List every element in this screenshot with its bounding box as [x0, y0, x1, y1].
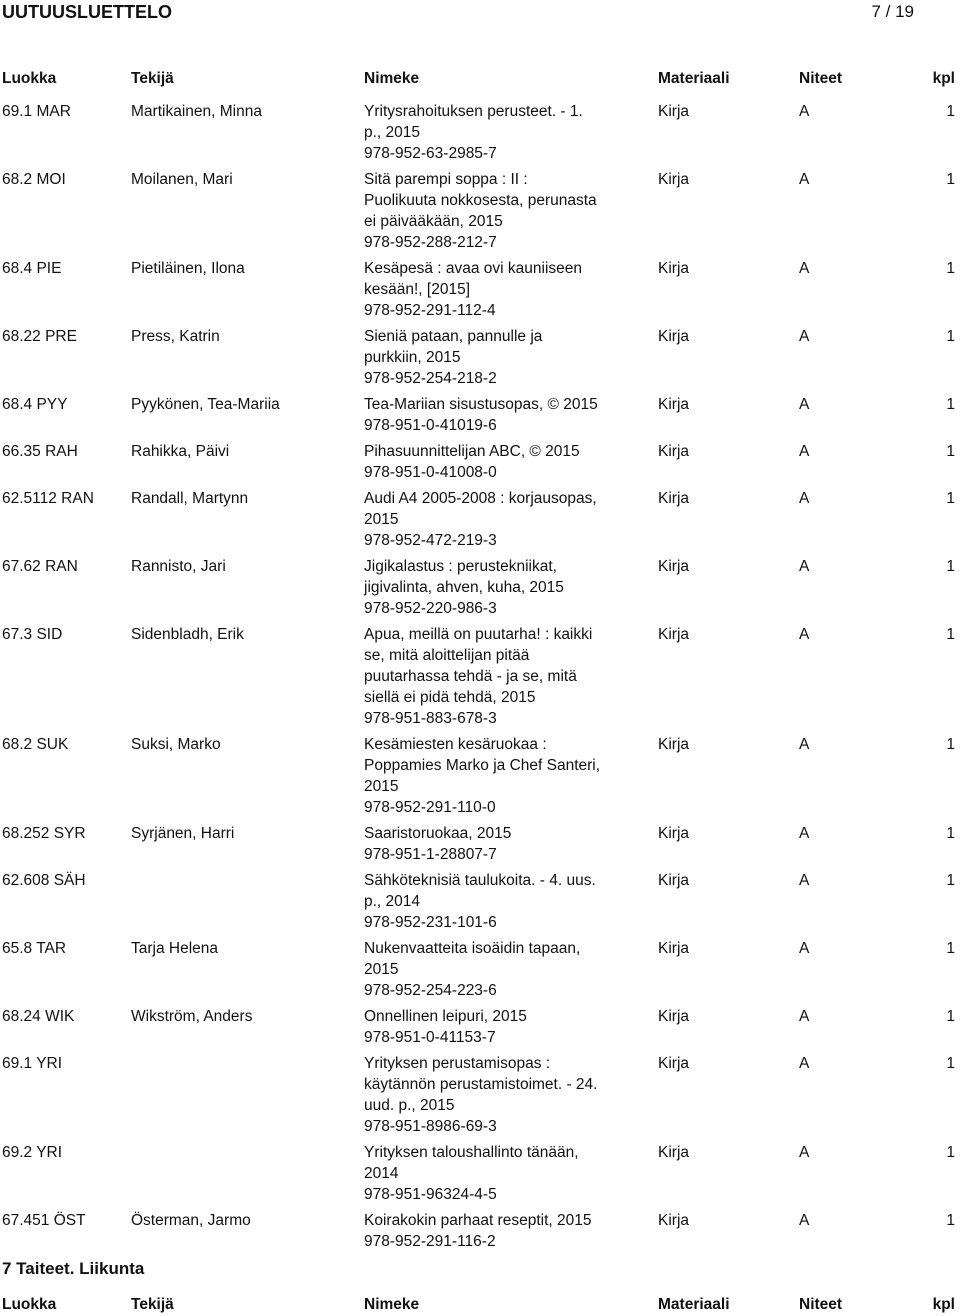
nimeke-line: p., 2014: [364, 893, 421, 910]
cell-niteet: A: [799, 328, 810, 345]
cell-niteet: A: [799, 396, 810, 413]
nimeke-line: puutarhassa tehdä - ja se, mitä: [364, 668, 577, 685]
cell-materiaali: Kirja: [658, 396, 690, 413]
cell-nimeke: [364, 823, 624, 865]
cell-materiaali: Kirja: [658, 1144, 690, 1161]
cell-luokka: 67.62 RAN: [2, 558, 78, 575]
cell-nimeke: [364, 258, 624, 321]
nimeke-line: 978-952-231-101-6: [364, 914, 497, 931]
cell-luokka: 65.8 TAR: [2, 940, 67, 957]
column-header-kpl: kpl: [932, 1296, 955, 1313]
nimeke-line: 978-951-8986-69-3: [364, 1118, 497, 1135]
cell-niteet: A: [799, 171, 810, 188]
cell-materiaali: Kirja: [658, 1212, 690, 1229]
cell-niteet: A: [799, 1144, 810, 1161]
nimeke-line: 978-951-1-28807-7: [364, 846, 497, 863]
nimeke-line: 978-952-63-2985-7: [364, 145, 497, 162]
column-header-luokka: Luokka: [2, 70, 57, 87]
cell-nimeke: [364, 326, 624, 389]
cell-niteet: A: [799, 490, 810, 507]
nimeke-line: Pihasuunnittelijan ABC, © 2015: [364, 443, 580, 460]
cell-tekija: Press, Katrin: [131, 328, 220, 345]
cell-kpl: 1: [946, 1144, 955, 1161]
cell-luokka: 68.4 PYY: [2, 396, 68, 413]
nimeke-line: Sitä parempi soppa : II :: [364, 171, 528, 188]
column-header-kpl: kpl: [932, 70, 955, 87]
cell-materiaali: Kirja: [658, 1008, 690, 1025]
cell-tekija: Tarja Helena: [131, 940, 219, 957]
cell-nimeke: [364, 169, 624, 253]
cell-kpl: 1: [946, 558, 955, 575]
nimeke-line: Apua, meillä on puutarha! : kaikki: [364, 626, 593, 643]
cell-kpl: 1: [946, 1055, 955, 1072]
cell-kpl: 1: [946, 328, 955, 345]
cell-kpl: 1: [946, 171, 955, 188]
nimeke-line: 978-952-254-218-2: [364, 370, 497, 387]
cell-nimeke: [364, 101, 624, 164]
nimeke-line: p., 2015: [364, 124, 421, 141]
nimeke-line: 978-952-291-110-0: [364, 799, 496, 816]
nimeke-line: 978-952-291-112-4: [364, 302, 496, 319]
nimeke-line: purkkiin, 2015: [364, 349, 461, 366]
cell-nimeke: [364, 441, 624, 483]
nimeke-line: 978-951-0-41153-7: [364, 1029, 496, 1046]
nimeke-line: uud. p., 2015: [364, 1097, 455, 1114]
nimeke-line: 978-951-96324-4-5: [364, 1186, 497, 1203]
cell-tekija: Österman, Jarmo: [131, 1212, 251, 1229]
cell-materiaali: Kirja: [658, 825, 690, 842]
nimeke-line: siellä ei pidä tehdä, 2015: [364, 689, 536, 706]
column-header-nimeke: Nimeke: [364, 1296, 420, 1313]
cell-niteet: A: [799, 872, 810, 889]
cell-tekija: Sidenbladh, Erik: [131, 626, 244, 643]
cell-materiaali: Kirja: [658, 872, 690, 889]
cell-luokka: 68.4 PIE: [2, 260, 62, 277]
nimeke-line: 2015: [364, 778, 399, 795]
cell-nimeke: [364, 1006, 624, 1048]
cell-kpl: 1: [946, 1212, 955, 1229]
column-header-materiaali: Materiaali: [658, 70, 730, 87]
nimeke-line: 978-951-0-41008-0: [364, 464, 497, 481]
cell-tekija: Wikström, Anders: [131, 1008, 253, 1025]
cell-tekija: Suksi, Marko: [131, 736, 221, 753]
cell-nimeke: [364, 938, 624, 1001]
nimeke-line: 978-952-220-986-3: [364, 600, 497, 617]
cell-kpl: 1: [946, 490, 955, 507]
cell-materiaali: Kirja: [658, 940, 690, 957]
cell-nimeke: [364, 624, 624, 729]
page-number: 7 / 19: [871, 2, 914, 21]
nimeke-line: jigivalinta, ahven, kuha, 2015: [364, 579, 564, 596]
cell-luokka: 68.24 WIK: [2, 1008, 75, 1025]
column-header-tekija: Tekijä: [131, 1296, 174, 1313]
nimeke-line: käytännön perustamistoimet. - 24.: [364, 1076, 598, 1093]
cell-nimeke: [364, 1210, 624, 1252]
cell-kpl: 1: [946, 260, 955, 277]
cell-niteet: A: [799, 825, 810, 842]
nimeke-line: Kesäpesä : avaa ovi kauniiseen: [364, 260, 583, 277]
nimeke-line: Puolikuuta nokkosesta, perunasta: [364, 192, 597, 209]
cell-luokka: 62.5112 RAN: [2, 490, 94, 507]
cell-tekija: Rannisto, Jari: [131, 558, 226, 575]
nimeke-line: Sähköteknisiä taulukoita. - 4. uus.: [364, 872, 596, 889]
cell-materiaali: Kirja: [658, 260, 690, 277]
column-header-nimeke: Nimeke: [364, 70, 420, 87]
cell-luokka: 68.252 SYR: [2, 825, 86, 842]
cell-materiaali: Kirja: [658, 736, 690, 753]
cell-tekija: Pietiläinen, Ilona: [131, 260, 245, 277]
cell-niteet: A: [799, 1008, 810, 1025]
cell-niteet: A: [799, 626, 810, 643]
nimeke-line: 978-951-883-678-3: [364, 710, 497, 727]
cell-niteet: A: [799, 940, 810, 957]
cell-kpl: 1: [946, 1008, 955, 1025]
cell-luokka: 67.451 ÖST: [2, 1212, 86, 1229]
nimeke-line: Yrityksen perustamisopas :: [364, 1055, 551, 1072]
cell-tekija: Randall, Martynn: [131, 490, 249, 507]
cell-kpl: 1: [946, 443, 955, 460]
column-header-niteet: Niteet: [799, 1296, 843, 1313]
cell-nimeke: [364, 556, 624, 619]
cell-niteet: A: [799, 103, 810, 120]
column-header-materiaali: Materiaali: [658, 1296, 730, 1313]
nimeke-line: 978-952-288-212-7: [364, 234, 497, 251]
column-header-tekija: Tekijä: [131, 70, 174, 87]
cell-niteet: A: [799, 260, 810, 277]
nimeke-line: 2015: [364, 511, 399, 528]
cell-tekija: Pyykönen, Tea-Mariia: [131, 396, 280, 413]
cell-luokka: 68.2 SUK: [2, 736, 69, 753]
nimeke-line: Kesämiesten kesäruokaa :: [364, 736, 547, 753]
cell-luokka: 69.1 MAR: [2, 103, 71, 120]
nimeke-line: 2014: [364, 1165, 399, 1182]
nimeke-line: Yritysrahoituksen perusteet. - 1.: [364, 103, 583, 120]
cell-materiaali: Kirja: [658, 103, 690, 120]
cell-luokka: 69.1 YRI: [2, 1055, 63, 1072]
cell-luokka: 69.2 YRI: [2, 1144, 63, 1161]
cell-niteet: A: [799, 1055, 810, 1072]
cell-materiaali: Kirja: [658, 558, 690, 575]
cell-nimeke: [364, 734, 624, 818]
cell-nimeke: [364, 488, 624, 551]
cell-nimeke: [364, 1142, 624, 1205]
cell-luokka: 68.2 MOI: [2, 171, 66, 188]
page-title: UUTUUSLUETTELO: [2, 2, 172, 22]
nimeke-line: Onnellinen leipuri, 2015: [364, 1008, 527, 1025]
cell-niteet: A: [799, 443, 810, 460]
cell-luokka: 68.22 PRE: [2, 328, 77, 345]
cell-materiaali: Kirja: [658, 626, 690, 643]
cell-tekija: Syrjänen, Harri: [131, 825, 235, 842]
nimeke-line: Audi A4 2005-2008 : korjausopas,: [364, 490, 597, 507]
cell-nimeke: [364, 1053, 624, 1137]
table-header: [0, 68, 960, 90]
nimeke-line: 978-951-0-41019-6: [364, 417, 497, 434]
nimeke-line: Jigikalastus : perustekniikat,: [364, 558, 557, 575]
nimeke-line: Tea-Mariian sisustusopas, © 2015: [364, 396, 598, 413]
cell-materiaali: Kirja: [658, 328, 690, 345]
column-header-luokka: Luokka: [2, 1296, 57, 1313]
cell-kpl: 1: [946, 825, 955, 842]
nimeke-line: se, mitä aloittelijan pitää: [364, 647, 530, 664]
cell-kpl: 1: [946, 103, 955, 120]
cell-materiaali: Kirja: [658, 171, 690, 188]
cell-kpl: 1: [946, 940, 955, 957]
nimeke-line: 2015: [364, 961, 399, 978]
nimeke-line: Sieniä pataan, pannulle ja: [364, 328, 543, 345]
cell-luokka: 67.3 SID: [2, 626, 63, 643]
cell-luokka: 66.35 RAH: [2, 443, 78, 460]
nimeke-line: 978-952-254-223-6: [364, 982, 497, 999]
nimeke-line: 978-952-472-219-3: [364, 532, 497, 549]
nimeke-line: Poppamies Marko ja Chef Santeri,: [364, 757, 601, 774]
cell-kpl: 1: [946, 396, 955, 413]
nimeke-line: 978-952-291-116-2: [364, 1233, 496, 1250]
cell-luokka: 62.608 SÄH: [2, 872, 86, 889]
column-header-niteet: Niteet: [799, 70, 843, 87]
cell-tekija: Martikainen, Minna: [131, 103, 262, 120]
cell-niteet: A: [799, 558, 810, 575]
cell-materiaali: Kirja: [658, 1055, 690, 1072]
cell-tekija: Moilanen, Mari: [131, 171, 233, 188]
section-title: 7 Taiteet. Liikunta: [2, 1259, 145, 1278]
cell-materiaali: Kirja: [658, 490, 690, 507]
nimeke-line: ei päivääkään, 2015: [364, 213, 503, 230]
cell-kpl: 1: [946, 872, 955, 889]
cell-tekija: Rahikka, Päivi: [131, 443, 230, 460]
nimeke-line: kesään!, [2015]: [364, 281, 470, 298]
nimeke-line: Yrityksen taloushallinto tänään,: [364, 1144, 579, 1161]
nimeke-line: Saaristoruokaa, 2015: [364, 825, 512, 842]
cell-kpl: 1: [946, 736, 955, 753]
cell-nimeke: [364, 394, 624, 436]
cell-niteet: A: [799, 1212, 810, 1229]
cell-niteet: A: [799, 736, 810, 753]
nimeke-line: Koirakokin parhaat reseptit, 2015: [364, 1212, 592, 1229]
cell-nimeke: [364, 870, 624, 933]
cell-kpl: 1: [946, 626, 955, 643]
nimeke-line: Nukenvaatteita isoäidin tapaan,: [364, 940, 581, 957]
cell-materiaali: Kirja: [658, 443, 690, 460]
table-header-bottom: [0, 1294, 960, 1316]
